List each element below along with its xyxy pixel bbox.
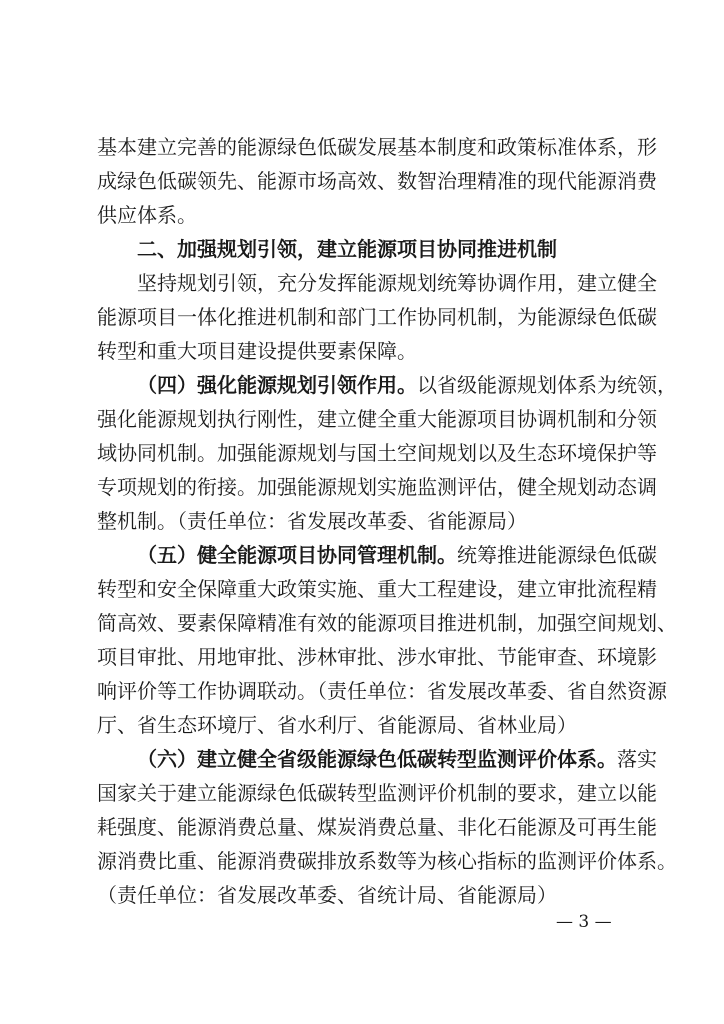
intro-line-1: 基本建立完善的能源绿色低碳发展基本制度和政策标准体系，形 <box>97 135 657 159</box>
intro-line-2: 成绿色低碳领先、能源市场高效、数智治理精准的现代能源消费 <box>97 169 657 193</box>
item-5-line-5: 响评价等工作协调联动。（责任单位：省发展改革委、省自然资源 <box>97 679 667 703</box>
item-6-title: （六）建立健全省级能源绿色低碳转型监测评价体系。 <box>137 747 617 771</box>
item-6-line-3: 耗强度、能源消费总量、煤炭消费总量、非化石能源及可再生能 <box>97 815 657 839</box>
item-6-line-2: 国家关于建立能源绿色低碳转型监测评价机制的要求，建立以能 <box>97 781 657 805</box>
page-number: — 3 — <box>556 912 612 932</box>
section-paragraph-line-2: 能源项目一体化推进机制和部门工作协同机制，为能源绿色低碳 <box>97 305 657 329</box>
item-4-line-4: 专项规划的衔接。加强能源规划实施监测评估，健全规划动态调 <box>97 475 657 499</box>
intro-line-3: 供应体系。 <box>97 203 197 227</box>
item-6-line-5: （责任单位：省发展改革委、省统计局、省能源局） <box>97 883 557 907</box>
item-5-line-6: 厅、省生态环境厅、省水利厅、省能源局、省林业局） <box>97 713 577 737</box>
item-4-line-5: 整机制。（责任单位：省发展改革委、省能源局） <box>97 509 527 533</box>
item-5-line-4: 项目审批、用地审批、涉林审批、涉水审批、节能审查、环境影 <box>97 645 657 669</box>
section-heading: 二、加强规划引领，建立能源项目协同推进机制 <box>137 237 557 261</box>
item-5-line-2: 转型和安全保障重大政策实施、重大工程建设，建立审批流程精 <box>97 577 657 601</box>
item-6-text: 落实 <box>617 747 657 771</box>
item-4-text: 以省级能源规划体系为统领， <box>417 373 677 397</box>
item-4-line-2: 强化能源规划执行刚性，建立健全重大能源项目协调机制和分领 <box>97 407 657 431</box>
item-4-line-1 <box>137 369 677 401</box>
item-5-line-3: 简高效、要素保障精准有效的能源项目推进机制，加强空间规划、 <box>97 611 677 635</box>
item-6-line-1 <box>137 743 657 775</box>
section-paragraph-line-1: 坚持规划引领，充分发挥能源规划统筹协调作用，建立健全 <box>137 271 657 295</box>
item-4-line-3: 域协同机制。加强能源规划与国土空间规划以及生态环境保护等 <box>97 441 657 465</box>
item-5-title: （五）健全能源项目协同管理机制。 <box>137 543 457 567</box>
item-5-text: 统筹推进能源绿色低碳 <box>457 543 657 567</box>
item-4-title: （四）强化能源规划引领作用。 <box>137 373 417 397</box>
item-5-line-1 <box>137 539 657 571</box>
item-6-line-4: 源消费比重、能源消费碳排放系数等为核心指标的监测评价体系。 <box>97 849 677 873</box>
section-paragraph-line-3: 转型和重大项目建设提供要素保障。 <box>97 339 417 363</box>
